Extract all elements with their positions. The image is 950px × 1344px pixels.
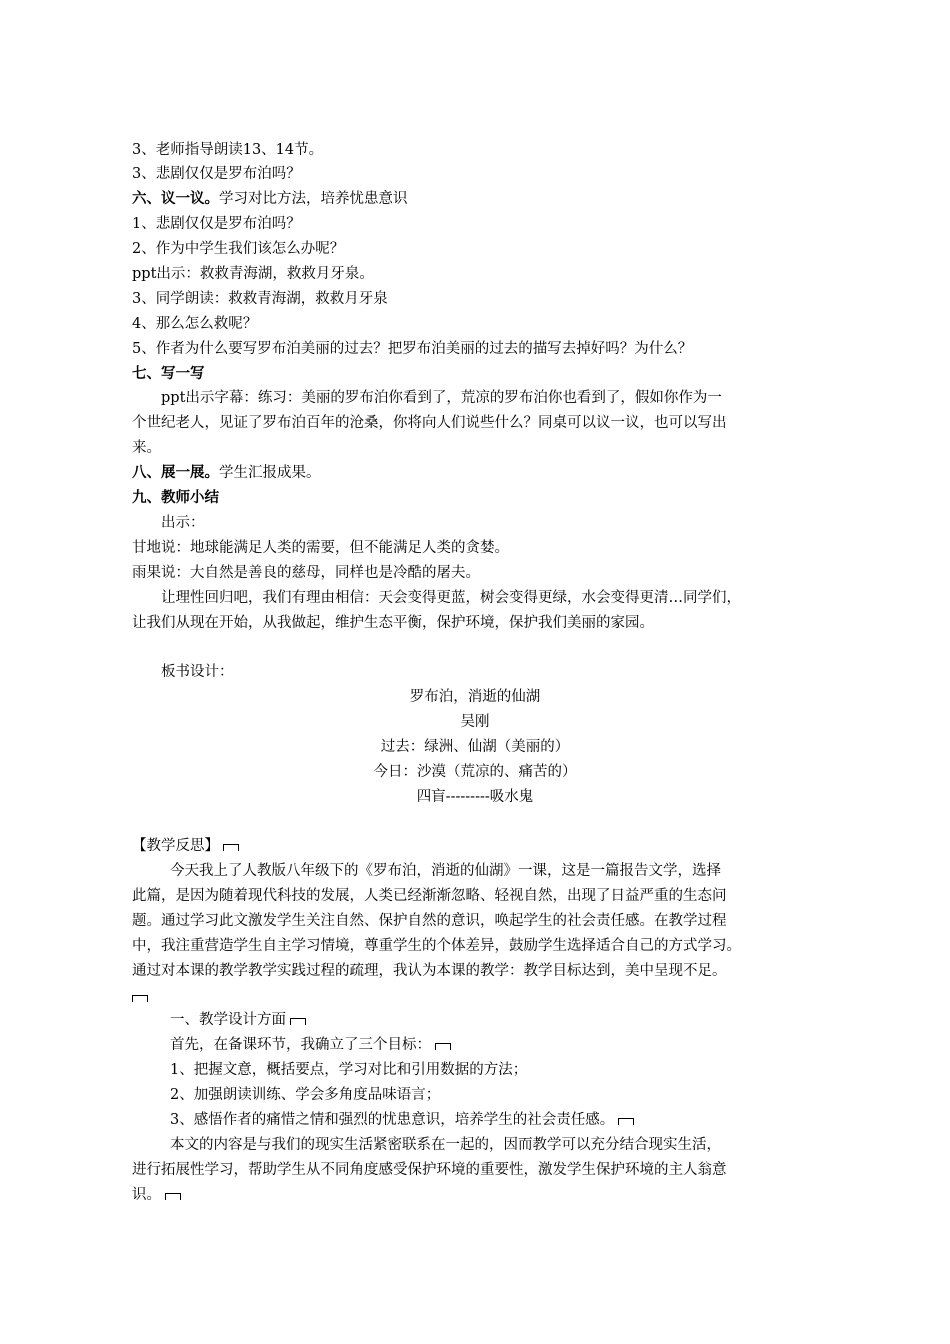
- text-line: 题。通过学习此文激发学生关注自然、保护自然的意识，唤起学生的社会责任感。在教学过程: [132, 913, 727, 929]
- board-line: 过去：绿洲、仙湖（美丽的）: [380, 739, 570, 755]
- text-line: 3、同学朗读：救救青海湖，救救月牙泉: [132, 291, 388, 307]
- text-line: 让理性回归吧，我们有理由相信：天会变得更蓝，树会变得更绿，水会变得更清…同学们，: [161, 590, 741, 606]
- text-line: 通过对本课的教学教学实践过程的疏理，我认为本课的教学：教学目标达到，美中呈现不足。: [132, 963, 727, 979]
- board-design-label: 板书设计：: [161, 664, 234, 680]
- reflection-heading: [132, 834, 239, 858]
- paragraph-mark-icon: [223, 844, 239, 851]
- board-author: 吴刚: [460, 714, 490, 730]
- text-line: [132, 1183, 181, 1207]
- text-line: 4、那么怎么救呢？: [132, 316, 258, 332]
- section-heading: 八、展一展。: [132, 464, 219, 481]
- subsection-heading-text: 一、教学设计方面: [170, 1012, 286, 1028]
- text-line: 2、作为中学生我们该怎么办呢？: [132, 241, 345, 257]
- text-line-content: 识。: [132, 1187, 161, 1203]
- goal-item: [170, 1108, 634, 1132]
- paragraph-mark-icon: [618, 1118, 634, 1125]
- paragraph-mark-line: [132, 985, 148, 1009]
- text-line: 3、老师指导朗读13、14节。: [132, 142, 324, 158]
- section-heading: 六、议一议。: [132, 190, 219, 207]
- text-line: 本文的内容是与我们的现实生活紧密联系在一起的，因而教学可以充分结合现实生活，: [170, 1137, 721, 1153]
- section-subtitle: 学生汇报成果。: [219, 465, 321, 481]
- text-line: 今天我上了人教版八年级下的《罗布泊，消逝的仙湖》一课，这是一篇报告文学，选择: [170, 863, 721, 879]
- text-line: 个世纪老人，见证了罗布泊百年的沧桑，你将向人们说些什么？同桌可以议一议，也可以写出: [132, 415, 727, 431]
- text-line: 此篇，是因为随着现代科技的发展，人类已经渐渐忽略、轻视自然，出现了日益严重的生态问: [132, 888, 727, 904]
- board-title: 罗布泊，消逝的仙湖: [409, 689, 541, 705]
- paragraph-mark-icon: [165, 1193, 181, 1200]
- text-line: ppt出示：救救青海湖，救救月牙泉。: [132, 266, 374, 282]
- text-line: ppt出示字幕：练习：美丽的罗布泊你看到了，荒凉的罗布泊你也看到了，假如你作为一: [161, 390, 722, 406]
- text-line: 让我们从现在开始，从我做起，维护生态平衡，保护环境，保护我们美丽的家园。: [132, 615, 654, 631]
- section-six: [132, 187, 408, 211]
- paragraph-mark-icon: [435, 1043, 451, 1050]
- reflection-heading-text: 【教学反思】: [132, 838, 219, 854]
- section-heading: 七、写一写: [132, 365, 205, 382]
- text-line: 进行拓展性学习，帮助学生从不同角度感受保护环境的重要性，激发学生保护环境的主人翁意: [132, 1162, 727, 1178]
- quote-line: 甘地说：地球能满足人类的需要，但不能满足人类的贪婪。: [132, 540, 509, 556]
- text-line: 出示：: [161, 515, 205, 531]
- section-subtitle: 学习对比方法，培养忧患意识: [219, 191, 408, 207]
- subsection-heading: [170, 1008, 306, 1032]
- text-line: [170, 1033, 451, 1057]
- paragraph-mark-icon: [290, 1018, 306, 1025]
- text-line: 中，我注重营造学生自主学习情境，尊重学生的个体差异，鼓励学生选择适合自己的方式学习。: [132, 938, 741, 954]
- quote-line: 雨果说：大自然是善良的慈母，同样也是冷酷的屠夫。: [132, 565, 480, 581]
- text-line: 5、作者为什么要写罗布泊美丽的过去？把罗布泊美丽的过去的描写去掉好吗？为什么？: [132, 341, 693, 357]
- text-line: 来。: [132, 440, 161, 456]
- board-line: 今日：沙漠（荒凉的、痛苦的）: [373, 764, 577, 780]
- text-line: 1、悲剧仅仅是罗布泊吗？: [132, 216, 301, 232]
- goal-item-text: 3、感悟作者的痛惜之情和强烈的忧患意识，培养学生的社会责任感。: [170, 1112, 615, 1128]
- board-line: 四盲---------吸水鬼: [416, 789, 534, 805]
- text-line: 3、悲剧仅仅是罗布泊吗？: [132, 166, 301, 182]
- goal-item: 1、把握文意，概括要点，学习对比和引用数据的方法；: [170, 1062, 528, 1078]
- section-heading: 九、教师小结: [132, 489, 219, 506]
- paragraph-mark-icon: [132, 995, 148, 1002]
- text-line-content: 首先，在备课环节，我确立了三个目标：: [170, 1037, 431, 1053]
- goal-item: 2、加强朗读训练、学会多角度品味语言；: [170, 1087, 441, 1103]
- section-eight: [132, 461, 321, 485]
